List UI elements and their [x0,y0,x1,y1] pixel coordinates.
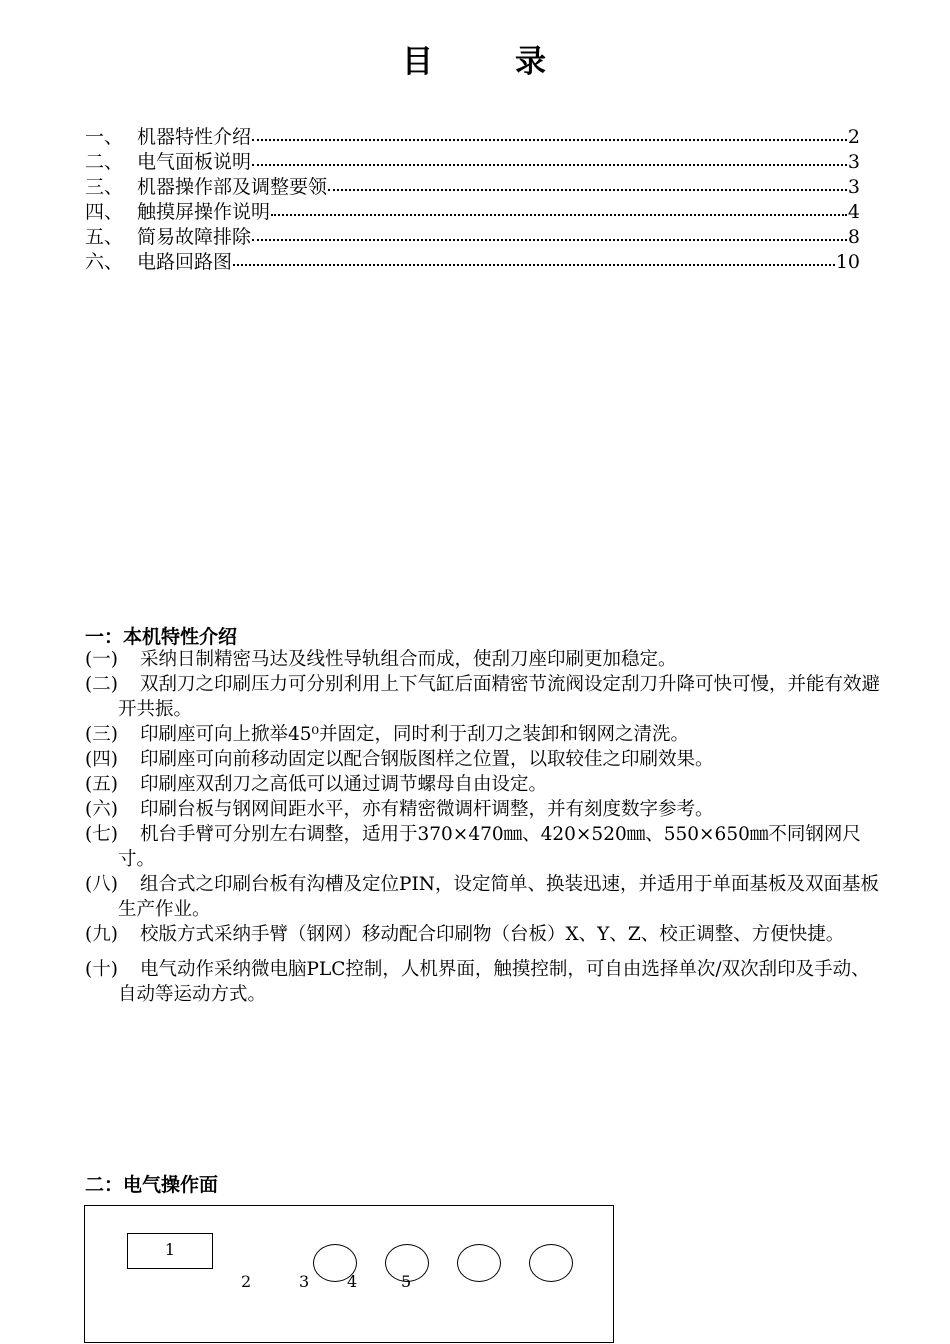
feature-text: 采纳日制精密马达及线性导轨组合而成，使刮刀座印刷更加稳定。 [140,649,677,670]
toc-leader [328,188,847,191]
feature-item [85,747,880,772]
feature-item [85,722,880,747]
feature-mark: (一) [85,649,118,670]
panel-button-circle [457,1244,501,1282]
electrical-panel-diagram [84,1205,614,1343]
panel-display-box: 1 [127,1233,213,1269]
feature-text: 校版方式采纳手臂（钢网）移动配合印刷物（台板）X、Y、Z、校正调整、方便快捷。 [140,924,845,945]
toc-leader [252,138,847,141]
toc-entry[interactable] [85,200,860,225]
toc-entry[interactable] [85,175,860,200]
feature-item [85,872,880,922]
feature-mark: (八) [85,874,118,895]
toc-number: 二、 [85,151,124,173]
feature-text: 电气动作采纳微电脑PLC控制，人机界面，触摸控制，可自由选择单次/双次刮印及手动、自动等运动方式。 [118,959,870,1005]
toc-page: 3 [847,151,860,173]
toc-leader [271,213,847,216]
feature-item [85,647,880,672]
toc-number: 三、 [85,176,124,198]
toc-page: 4 [847,201,860,223]
page-title [0,36,950,81]
toc-leader [252,163,847,166]
toc-leader [252,238,847,241]
toc-entry[interactable] [85,125,860,150]
feature-mark: (六) [85,799,118,820]
feature-list [85,647,880,1007]
toc-label: 电气面板说明 [137,151,252,173]
panel-label: 3 [299,1272,310,1291]
toc-label: 机器特性介绍 [137,126,252,148]
panel-label: 2 [241,1272,252,1291]
toc-label: 简易故障排除 [137,226,252,248]
feature-text: 印刷台板与钢网间距水平，亦有精密微调杆调整，并有刻度数字参考。 [140,799,714,820]
toc-number: 四、 [85,201,124,223]
feature-mark: (四) [85,749,118,770]
feature-item [85,922,880,947]
feature-text: 机台手臂可分别左右调整，适用于370×470㎜、420×520㎜、550×650㎜不同钢网尺寸。 [118,824,861,870]
feature-mark: (十) [85,959,118,980]
feature-mark: (五) [85,774,118,795]
title-char-1: 目 [402,44,435,80]
toc-entry[interactable] [85,150,860,175]
feature-text: 印刷座可向上掀举45⁰并固定，同时利于刮刀之装卸和钢网之清洗。 [140,724,689,745]
feature-text: 双刮刀之印刷压力可分别利用上下气缸后面精密节流阀设定刮刀升降可快可慢，并能有效避开共振。 [118,674,881,720]
panel-label: 4 [347,1272,358,1291]
toc-page: 2 [847,126,860,148]
toc-number: 六、 [85,251,124,273]
section-heading-features: 一：本机特性介绍 [85,626,238,648]
toc-entry[interactable] [85,250,860,275]
toc-label: 触摸屏操作说明 [137,201,271,223]
feature-mark: (七) [85,824,118,845]
toc-number: 五、 [85,226,124,248]
toc-label: 电路回路图 [137,251,233,273]
feature-mark: (二) [85,674,118,695]
feature-item [85,797,880,822]
feature-item [85,822,880,872]
feature-item [85,772,880,797]
section-heading-panel: 二：电气操作面 [85,1174,219,1196]
feature-mark: (三) [85,724,118,745]
toc-entry[interactable] [85,225,860,250]
toc-number: 一、 [85,126,124,148]
title-char-2: 录 [515,44,548,80]
panel-label: 5 [401,1272,412,1291]
feature-text: 印刷座可向前移动固定以配合钢版图样之位置，以取较佳之印刷效果。 [140,749,714,770]
toc-leader [233,263,835,266]
toc-label: 机器操作部及调整要领 [137,176,328,198]
feature-item [85,672,880,722]
feature-mark: (九) [85,924,118,945]
feature-text: 印刷座双刮刀之高低可以通过调节螺母自由设定。 [140,774,548,795]
toc-page: 8 [847,226,860,248]
feature-item [85,957,880,1007]
table-of-contents [85,125,860,275]
panel-button-circle [529,1244,573,1282]
toc-page: 10 [835,251,860,273]
feature-text: 组合式之印刷台板有沟槽及定位PIN，设定简单、换装迅速，并适用于单面基板及双面基板生产作业。 [118,874,879,920]
toc-page: 3 [847,176,860,198]
